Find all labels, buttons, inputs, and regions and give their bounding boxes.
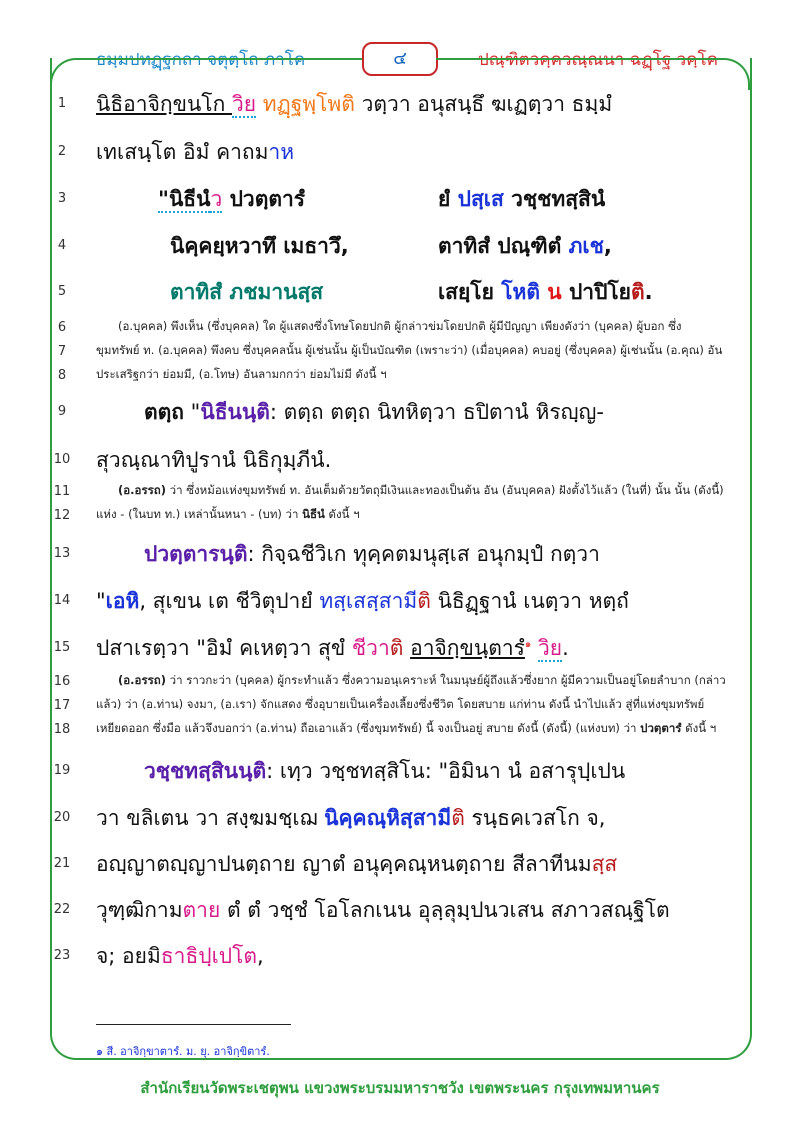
pali-line <box>144 755 722 788</box>
page-footer: สำนักเรียนวัดพระเชตุพน แขวงพระบรมมหาราชวัง เขตพระนคร กรุงเทพมหานคร <box>140 1079 660 1097</box>
pali-text: : กิจฺฉชีวิเก ทุคฺคตมนุสฺเส อนุกมฺปํ กตฺวา <box>247 542 600 566</box>
pali-word: ภเช <box>568 234 604 258</box>
punct: . <box>644 280 653 304</box>
pali-word: เสยฺโย <box>438 280 502 304</box>
punct: , <box>603 234 612 258</box>
pali-text: วุฑฺฒิกาม <box>96 898 183 922</box>
pali-text: สุวณฺณาทิปูรานํ นิธิกุมฺภีนํ. <box>96 448 332 472</box>
line-number: 23 <box>53 948 71 963</box>
verse-half <box>438 183 738 216</box>
pali-word: "นิธีนํ <box>158 187 211 211</box>
pali-text: ปสาเรตฺวา "อิมํ คเหตฺวา สุขํ <box>96 636 352 660</box>
thai-text: ว่า ราวกะว่า (บุคคล) ผู้กระทำแล้ว ซึ่งความอนุเคราะห์ ในมนุษย์ผู้ถึงแล้วซึ่งยาก ผู้มีความเป็นอยู่โดยลำบาก (กล่าว <box>166 673 726 687</box>
line-number: 7 <box>57 344 67 359</box>
pali-word: ชีวา <box>351 636 390 660</box>
pali-text: , สุเขน เต ชีวิตุปายํ <box>139 589 320 613</box>
footnote: ๑ สี. อาจิกฺขาตารํ. ม. ยุ. อาจิกฺขิตารํ. <box>96 1045 270 1058</box>
line-number: 9 <box>57 404 67 419</box>
thai-text <box>118 482 722 500</box>
verse-half <box>438 276 738 309</box>
pali-line <box>96 894 722 927</box>
pali-word: ว <box>210 187 223 211</box>
pali-line <box>96 802 722 835</box>
line-number: 11 <box>53 484 71 499</box>
line-number: 13 <box>53 546 71 561</box>
pali-word: วชฺชทสฺสินํ <box>503 187 606 211</box>
pali-word: อาจิกฺขนฺตารํ <box>410 636 525 660</box>
pali-text: : เทฺว วชฺชทสฺสิโน: "อิมินา นํ อสารุปฺเปน <box>266 759 626 783</box>
pali-line <box>96 632 722 665</box>
verse-half: นิคฺคยฺหวาทึ เมธาวึ, <box>170 234 349 258</box>
pali-word: ปวตฺตารํ <box>222 187 306 211</box>
pali-word: ตาทิสํ ปณฺฑิตํ <box>438 234 569 258</box>
thai-word: (อ.อรรถ) <box>118 673 167 687</box>
pali-word: นิธีนนฺติ <box>200 400 270 424</box>
pali-line <box>96 940 722 973</box>
thai-word: ปวตฺตารํ <box>640 721 682 735</box>
verse-half: ตาทิสํ ภชมานสฺส <box>170 280 324 304</box>
line-number: 8 <box>57 368 67 383</box>
line-number: 18 <box>53 722 71 737</box>
pali-word: าห <box>268 140 295 164</box>
pali-word: ติ <box>417 589 431 613</box>
space <box>531 636 538 660</box>
line-number: 5 <box>57 284 67 299</box>
footnote-ref: ๑ <box>524 639 532 650</box>
space <box>256 92 263 116</box>
pali-word: วชฺชทสฺสินนฺติ <box>144 759 267 783</box>
pali-line <box>96 88 722 121</box>
pali-text: เทเสนฺโต อิมํ คาถม <box>96 140 269 164</box>
thai-text <box>96 720 722 738</box>
pali-line <box>144 538 722 571</box>
thai-text: ขุมทรัพย์ ท. (อ.บุคคล) พึงคบ ซึ่งบุคคลนั้น ผู้เช่นนั้น ผู้เป็นบัณฑิต (เพราะว่า) (เมื่อบุคคล) คบอยู่ (ซึ่งบุคคล) ผู้เช่นนั้น (อ.คุณ) อัน <box>96 343 723 357</box>
line-number: 14 <box>53 593 71 608</box>
pali-word: ตตฺถ <box>144 400 184 424</box>
punct: , <box>257 944 264 968</box>
thai-word: (อ.อรรถ) <box>118 483 167 497</box>
verse-half <box>438 230 738 263</box>
pali-text: วตฺวา อนุสนฺธึ ฆเฏตฺวา ธมฺมํ <box>354 92 613 116</box>
pali-text: อญฺญาตญฺญาปนตฺถาย ญาตํ อนุคฺคณฺหนตฺถาย สีลาทีนม <box>96 852 592 876</box>
pali-word: สฺส <box>591 852 618 876</box>
line-number: 2 <box>57 144 67 159</box>
thai-text: แห่ง - (ในบท ท.) เหล่านั้นหนา - (บท) ว่า <box>96 507 303 521</box>
pali-word: นิคฺคณฺหิสฺสามี <box>324 806 452 830</box>
chapter-title: ปณฺฑิตวคฺควณฺณนา ฉฏฺโฐ วคฺโค <box>478 50 718 70</box>
thai-text: ประเสริฐกว่า ย่อมมี, (อ.โทษ) อันลามกกว่า ย่อมไม่มี ดังนี้ ฯ <box>96 367 387 381</box>
pali-word: ธาธิปฺเปโต <box>160 944 258 968</box>
pali-word: เอหิ <box>105 589 140 613</box>
footnote-divider <box>96 1024 291 1025</box>
line-number: 4 <box>57 238 67 253</box>
pali-line <box>96 848 722 881</box>
thai-text: เหยียดออก ซึ่งมือ แล้วจึงบอกว่า (อ.ท่าน) ถือเอาแล้ว (ซึ่งขุมทรัพย์) นี้ จงเป็นอยู่ สบาย ดังนี้ (ดังนี้) (แห่งบท) ว่า <box>96 721 641 735</box>
line-number: 6 <box>57 320 67 335</box>
line-number: 16 <box>53 674 71 689</box>
line-number: 1 <box>57 96 67 111</box>
punct: . <box>562 636 569 660</box>
line-number: 22 <box>53 902 71 917</box>
pali-text: นิธิฏฺฐานํ เนตฺวา หตฺถํ <box>430 589 629 613</box>
pali-word: ตาย <box>182 898 221 922</box>
pali-word: ปาปิโย <box>561 280 631 304</box>
line-number: 15 <box>53 640 71 655</box>
pali-line <box>96 585 722 618</box>
line-number: 10 <box>53 452 71 467</box>
thai-text: ดังนี้ ฯ <box>681 721 717 735</box>
pali-text: ตํ ตํ วชฺชํ โอโลกเนน อุลฺลุมฺปนวเสน สภาวสณฺฐิโต <box>220 898 670 922</box>
thai-word: นิธีนํ <box>302 507 325 521</box>
pali-word: ปสฺเส <box>457 187 504 211</box>
thai-text: แล้ว) ว่า (อ.ท่าน) จงมา, (อ.เรา) จักแสดง ซึ่งอุบายเป็นเครื่องเลี้ยงซึ่งชีวิต โดยสบาย แก่ท่าน ดังนี้ นำไปแล้ว สู่ที่แห่งขุมทรัพย์ <box>96 697 705 711</box>
thai-text: (อ.บุคคล) พึงเห็น (ซึ่งบุคคล) ใด ผู้แสดงซึ่งโทษโดยปกติ ผู้กล่าวข่มโดยปกติ ผู้มีปัญญา เพียงดังว่า (บุคคล) ผู้บอก ซึ่ง <box>118 319 682 333</box>
pali-text: จ; อยมิ <box>96 944 161 968</box>
pali-word: น <box>547 280 562 304</box>
pali-text: รนฺธคเวสโก จ, <box>464 806 606 830</box>
pali-word: ปวตฺตารนฺติ <box>144 542 248 566</box>
pali-word: วิย <box>231 92 257 116</box>
pali-word: ทฏฺฐพฺโพติ <box>262 92 355 116</box>
pali-word: ยํ <box>438 187 458 211</box>
thai-text <box>118 672 726 690</box>
line-number: 21 <box>53 856 71 871</box>
thai-text: ดังนี้ ฯ <box>324 507 360 521</box>
book-title: ธมฺมปทฏฺฐกถา จตุตฺโถ ภาโค <box>96 50 306 70</box>
page-number: ๔ <box>362 42 438 76</box>
line-number: 19 <box>53 763 71 778</box>
thai-text <box>96 506 722 524</box>
pali-word: ทสฺเสสฺสามี <box>319 589 418 613</box>
line-number: 17 <box>53 698 71 713</box>
pali-line <box>144 396 722 429</box>
pali-text: : ตตฺถ ตตฺถ นิทหิตฺวา ธปิตานํ หิรญฺญ- <box>269 400 604 424</box>
thai-text: ว่า ซึ่งหม้อแห่งขุมทรัพย์ ท. อันเต็มด้วยวัตถุมีเงินและทองเป็นต้น อัน (อันบุคคล) ฝังตั้งไว้แล้ว (ในที่) นั้น นั้น (ดังนี้) <box>166 483 724 497</box>
pali-word: วิย <box>537 636 563 660</box>
punct: " <box>184 400 201 424</box>
pali-word: ติ <box>631 280 645 304</box>
line-number: 3 <box>57 191 67 206</box>
line-number: 12 <box>53 508 71 523</box>
pali-line <box>96 136 722 169</box>
pali-text: วา ขลิเตน วา สงฺฆมชฺเฌ <box>96 806 325 830</box>
punct: " <box>96 589 106 613</box>
line-number: 20 <box>53 810 71 825</box>
pali-word: โหติ <box>501 280 540 304</box>
pali-word: ติ <box>451 806 465 830</box>
pali-word: ติ <box>389 636 404 660</box>
pali-word: นิธิอาจิกฺขนโก <box>96 92 232 116</box>
